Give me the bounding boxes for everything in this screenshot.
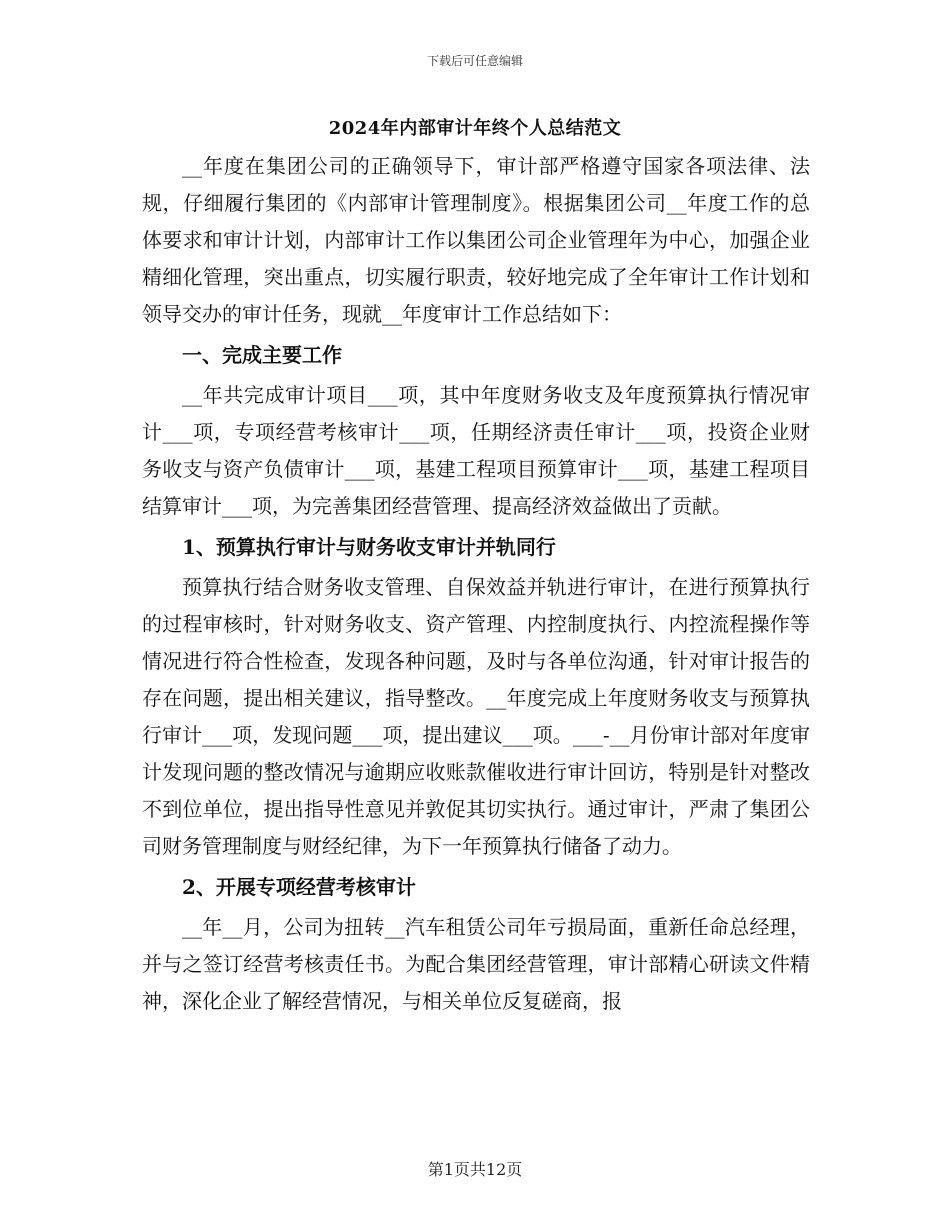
- document-body: [142, 148, 810, 1020]
- intro-paragraph: __年度在集团公司的正确领导下，审计部严格遵守国家各项法律、法规，仔细履行集团的《内部审计管理制度》。根据集团公司__年度工作的总体要求和审计计划，内部审计工作以集团公司企业管理年为中心，加强企业精细化管理，突出重点，切实履行职责，较好地完成了全年审计工作计划和领导交办的审计任务，现就__年度审计工作总结如下：: [142, 154, 810, 326]
- section-heading-main-work: 一、完成主要工作: [182, 343, 342, 367]
- special-audit-paragraph: __年__月，公司为扭转__汽车租赁公司年亏损局面，重新任命总经理，并与之签订经营考核责任书。为配合集团经营管理，审计部精心研读文件精神，深化企业了解经营情况，与相关单位反复磋商，报: [142, 915, 810, 1013]
- subsection-heading-budget-audit: 1、预算执行审计与财务收支审计并轨同行: [182, 535, 556, 559]
- page-header-note: 下载后可任意编辑: [426, 54, 523, 68]
- subsection-heading-special-audit: 2、开展专项经营考核审计: [182, 875, 416, 899]
- page-number: 第1页共12页: [427, 1160, 523, 1179]
- main-work-paragraph: __年共完成审计项目___项，其中年度财务收支及年度预算执行情况审计___项，专项经营考核审计___项，任期经济责任审计___项，投资企业财务收支与资产负债审计___项，基建工程项目预算审计___项，基建工程项目结算审计___项，为完善集团经营管理、提高经济效益做出了贡献。: [142, 383, 810, 518]
- document-title: 2024年内部审计年终个人总结范文: [328, 118, 622, 139]
- budget-audit-paragraph: 预算执行结合财务收支管理、自保效益并轨进行审计，在进行预算执行的过程审核时，针对财务收支、资产管理、内控制度执行、内控流程操作等情况进行符合性检查，发现各种问题，及时与各单位沟通，针对审计报告的存在问题，提出相关建议，指导整改。__年度完成上年度财务收支与预算执行审计___项，发现问题___项，提出建议___项。___-__月份审计部对年度审计发现问题的整改情况与逾期应收账款催收进行审计回访，特别是针对整改不到位单位，提出指导性意见并敦促其切实执行。通过审计，严肃了集团公司财务管理制度与财经纪律，为下一年预算执行储备了动力。: [142, 575, 810, 858]
